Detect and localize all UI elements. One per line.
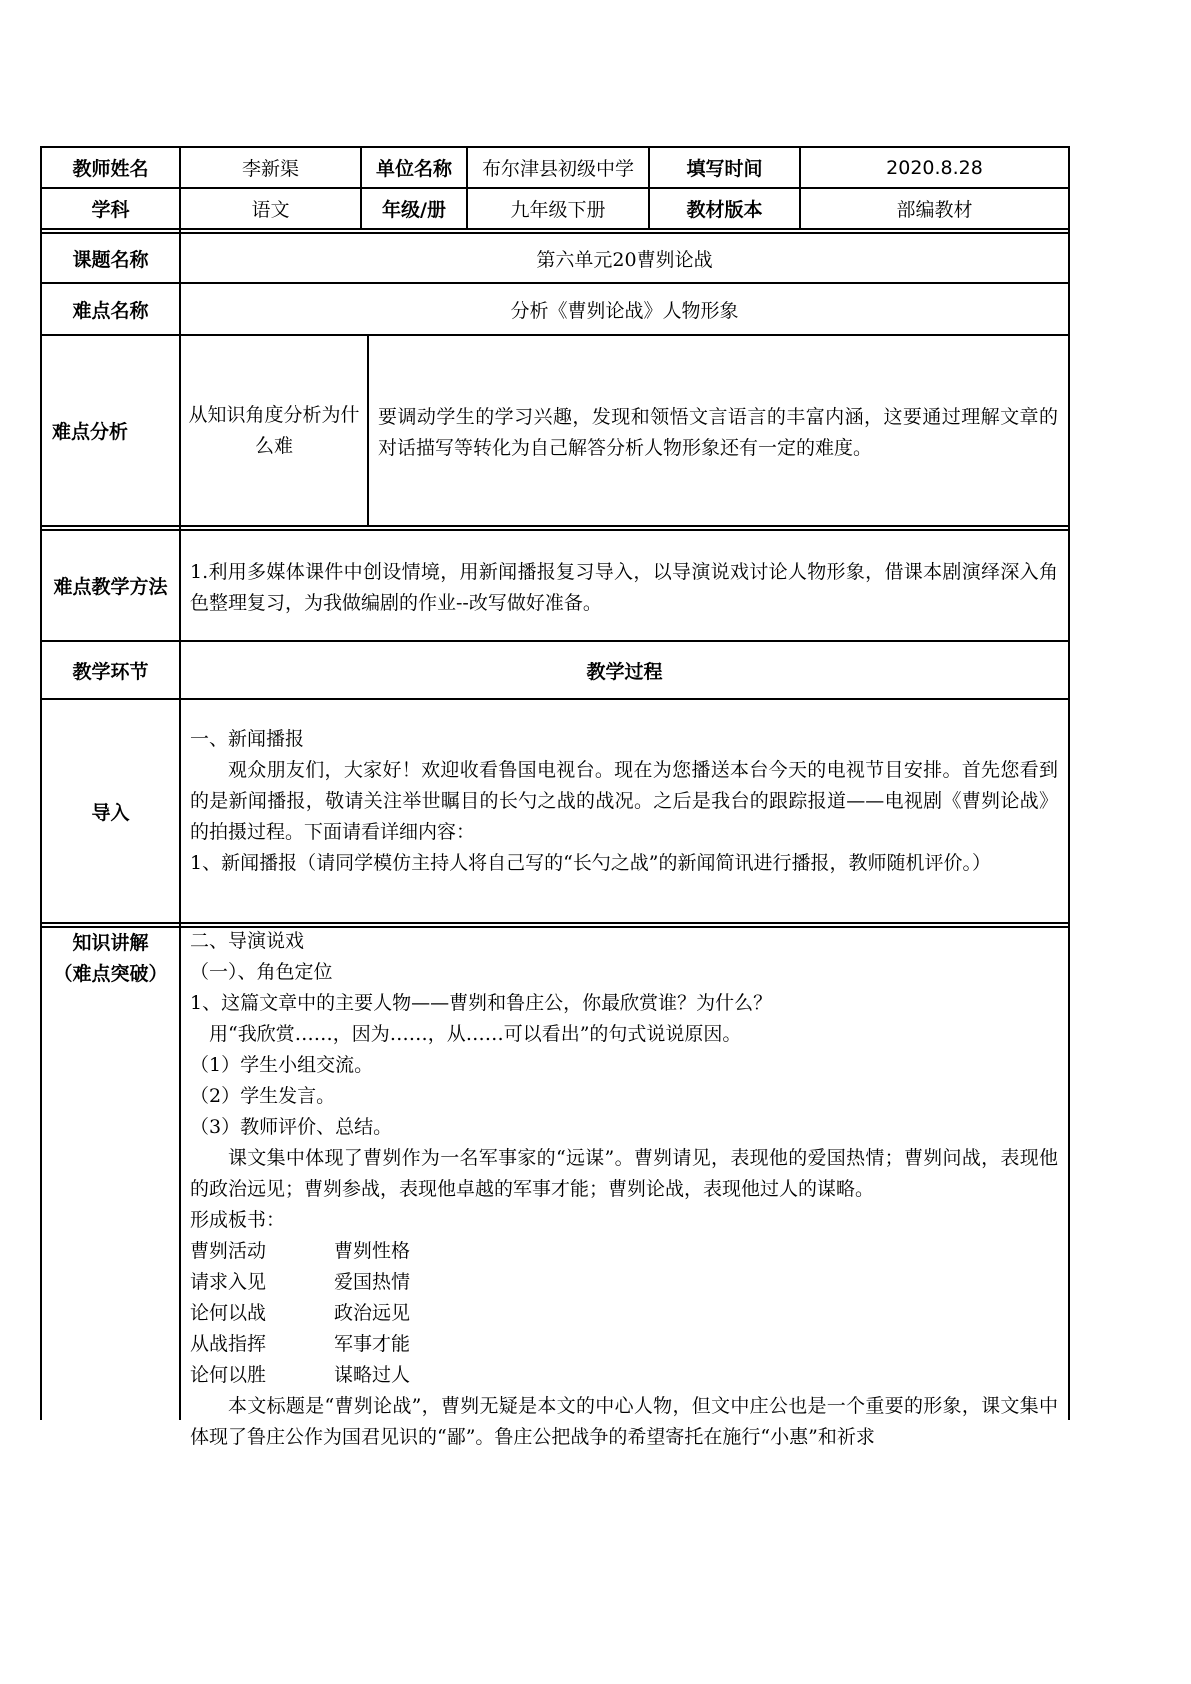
topic-value: 第六单元20曹刿论战: [536, 248, 713, 271]
intro-heading: 一、新闻播报: [190, 728, 305, 750]
grid-line: [799, 146, 801, 230]
fill-date-label: 填写时间: [686, 158, 763, 180]
knowledge-label-line1: 知识讲解: [72, 932, 149, 954]
board-trait: 政治远见: [334, 1302, 411, 1324]
grid-line: [40, 529, 1070, 531]
topic-label: 课题名称: [72, 248, 149, 271]
step-1: （1）学生小组交流。: [190, 1054, 374, 1076]
grid-line: [40, 282, 1070, 284]
grid-line: [40, 146, 42, 1420]
board-trait: 军事才能: [334, 1333, 411, 1355]
step-2: （2）学生发言。: [190, 1085, 336, 1107]
grid-line: [40, 228, 1070, 230]
grade-value: 九年级下册: [510, 199, 606, 221]
teacher-name-label: 教师姓名: [72, 158, 149, 180]
board-activity: 曹刿活动: [190, 1240, 267, 1262]
grid-line: [40, 187, 1070, 189]
teaching-process-label: 教学过程: [586, 660, 663, 683]
fill-date-value: 2020.8.28: [886, 156, 983, 179]
knowledge-heading: 二、导演说戏: [190, 930, 305, 952]
grid-line: [40, 525, 1070, 527]
board-activity: 论何以战: [190, 1302, 267, 1324]
grid-line: [40, 926, 1070, 928]
unit-name-value: 布尔津县初级中学: [481, 158, 634, 180]
intro-paragraph: 观众朋友们，大家好！欢迎收看鲁国电视台。现在为您播送本台今天的电视节目安排。首先您看到的是新闻播报，敬请关注举世瞩目的长勺之战的战况。之后是我台的跟踪报道——电视剧《曹刿论战》的拍摄过程。下面请看详细内容：: [190, 759, 1058, 843]
board-row: [190, 1360, 1058, 1391]
method-label: 难点教学方法: [53, 576, 168, 598]
knowledge-label-line2: （难点突破）: [53, 963, 168, 985]
board-trait: 爱国热情: [334, 1271, 411, 1293]
closing-paragraph: 本文标题是“曹刿论战”，曹刿无疑是本文的中心人物，但文中庄公也是一个重要的形象，课文集中体现了鲁庄公作为国君见识的“鄙”。鲁庄公把战争的希望寄托在施行“小惠”和祈求: [190, 1395, 1058, 1448]
board-trait: 谋略过人: [334, 1364, 411, 1386]
board-row: [190, 1236, 1058, 1267]
summary-paragraph: 课文集中体现了曹刿作为一名军事家的“远谋”。曹刿请见，表现他的爱国热情；曹刿问战，表现他的政治远见；曹刿参战，表现他卓越的军事才能；曹刿论战，表现他过人的谋略。: [190, 1147, 1058, 1200]
edition-label: 教材版本: [686, 199, 763, 221]
question-1: 1、这篇文章中的主要人物——曹刿和鲁庄公，你最欣赏谁？为什么？: [190, 992, 773, 1014]
board-activity: 从战指挥: [190, 1333, 267, 1355]
intro-label: 导入: [91, 801, 130, 824]
analysis-text: 要调动学生的学习兴趣，发现和领悟文言语言的丰富内涵，这要通过理解文章的对话描写等转化为自己解答分析人物形象还有一定的难度。: [378, 406, 1058, 459]
grade-label: 年级/册: [382, 199, 446, 221]
grid-line: [40, 334, 1070, 336]
grid-line: [40, 698, 1070, 700]
board-row: [190, 1298, 1058, 1329]
difficulty-label: 难点名称: [72, 299, 149, 322]
knowledge-subheading: （一）、角色定位: [190, 961, 333, 983]
subject-label: 学科: [91, 199, 130, 221]
board-activity: 论何以胜: [190, 1364, 267, 1386]
grid-line: [466, 146, 468, 230]
board-row: [190, 1267, 1058, 1298]
subject-value: 语文: [251, 199, 290, 221]
grid-line: [40, 922, 1070, 924]
step-3: （3）教师评价、总结。: [190, 1116, 393, 1138]
grid-line: [40, 640, 1070, 642]
analysis-label: 难点分析: [52, 421, 129, 443]
board-title: 形成板书：: [190, 1209, 286, 1231]
board-trait: 曹刿性格: [334, 1240, 411, 1262]
grid-line: [648, 146, 650, 230]
knowledge-label: [42, 928, 179, 990]
board-activity: 请求入见: [190, 1271, 267, 1293]
intro-content: [190, 724, 1058, 879]
grid-line: [179, 146, 181, 1420]
grid-line: [40, 232, 1070, 234]
teacher-name-value: 李新渠: [241, 158, 299, 180]
unit-name-label: 单位名称: [375, 158, 452, 180]
teaching-step-label: 教学环节: [72, 660, 149, 683]
knowledge-content: [190, 926, 1058, 1453]
grid-line: [1068, 146, 1070, 1420]
grid-line: [40, 146, 1070, 148]
grid-line: [367, 334, 369, 527]
edition-value: 部编教材: [896, 199, 973, 221]
method-text: 1.利用多媒体课件中创设情境，用新闻播报复习导入，以导演说戏讨论人物形象，借课本剧演绎深入角色整理复习，为我做编剧的作业--改写做好准备。: [190, 561, 1058, 614]
analysis-sub-label: 从知识角度分析为什么难: [188, 403, 360, 457]
grid-line: [360, 146, 362, 230]
board-row: [190, 1329, 1058, 1360]
question-1-hint: 用“我欣赏……，因为……，从……可以看出”的句式说说原因。: [209, 1023, 742, 1045]
intro-news-task: 1、新闻播报（请同学模仿主持人将自己写的“长勺之战”的新闻简讯进行播报，教师随机评价。）: [190, 852, 992, 874]
difficulty-value: 分析《曹刿论战》人物形象: [510, 299, 739, 322]
